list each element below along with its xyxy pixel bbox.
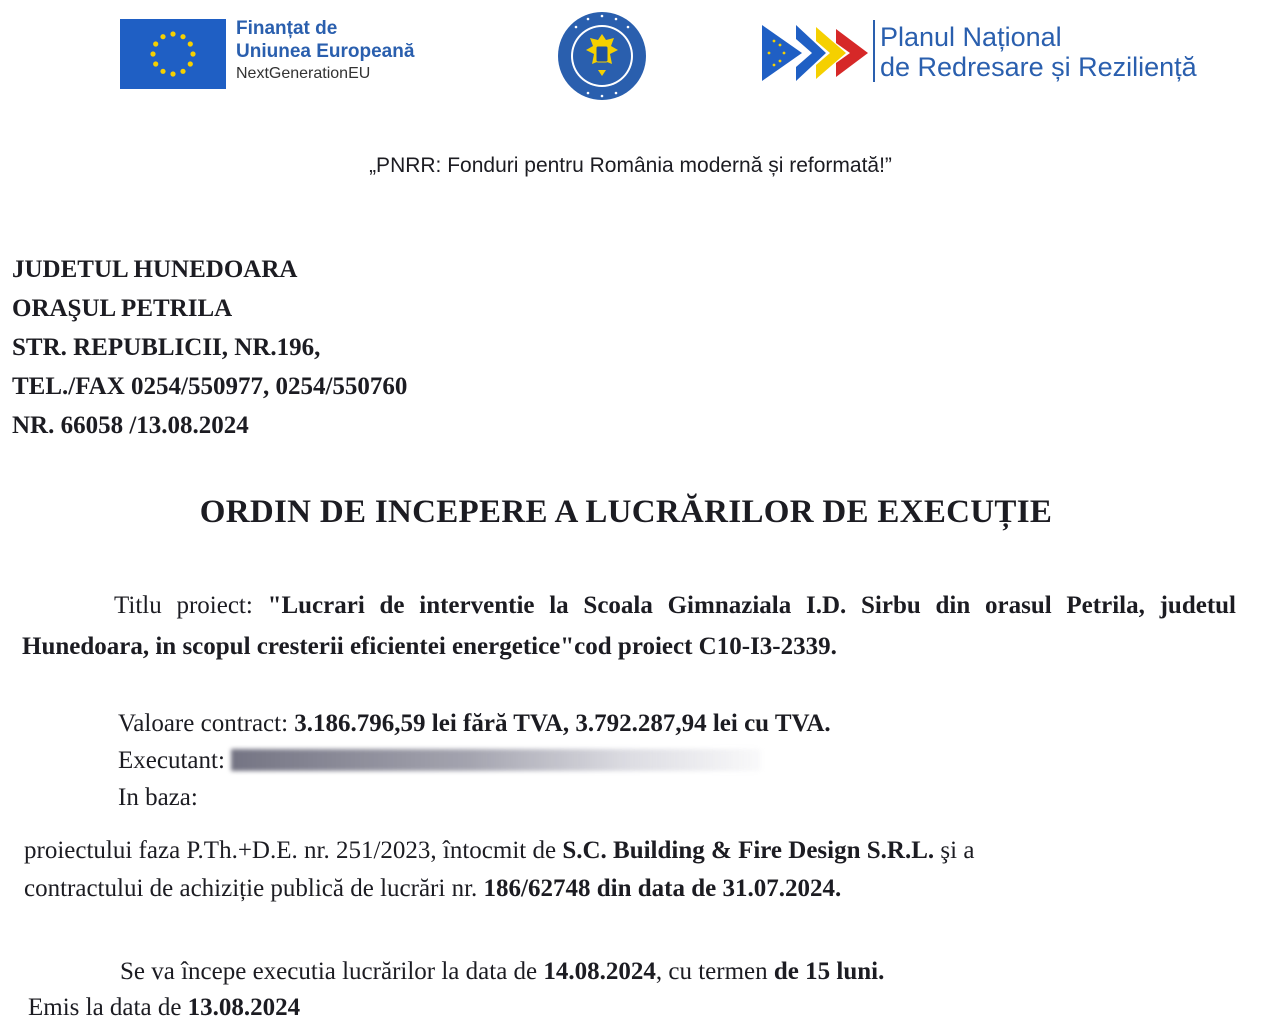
address-county: JUDETUL HUNEDOARA [12, 256, 298, 283]
pnrr-arrows-icon [760, 23, 872, 83]
start-date: 14.08.2024 [543, 958, 656, 985]
pnrr-divider [873, 20, 875, 82]
pnrr-logo-mark [760, 23, 872, 83]
contract-value-label: Valoare contract: [118, 710, 295, 737]
contract-value-line [118, 705, 831, 742]
start-term: de 15 luni. [773, 958, 885, 985]
eu-stars-icon [120, 19, 226, 89]
executant-redacted-value [231, 749, 761, 771]
executant-line [118, 742, 831, 779]
eu-line-financed: Finanțat de [236, 18, 338, 39]
slogan: „PNRR: Fonduri pentru România modernă și reformată!” [369, 154, 892, 177]
issued-date-line [28, 989, 300, 1027]
project-label: Titlu proiect: [114, 592, 268, 619]
contract-value-with-vat: 3.792.287,94 [575, 710, 707, 737]
basis-line-project [24, 832, 1239, 870]
start-text: Se va începe executia lucrărilor la data de [120, 958, 544, 985]
issuer-address-block [12, 250, 407, 445]
basis-line-contract [24, 870, 1239, 908]
basis-contract-text: contractului de achiziție publică de lucrări nr. [24, 875, 484, 902]
pnrr-line-recovery: de Redresare și Reziliență [880, 52, 1197, 82]
eu-flag-logo [120, 19, 226, 89]
issued-date: 13.08.2024 [187, 994, 301, 1021]
eu-line-nextgen: NextGenerationEU [236, 65, 371, 82]
pnrr-label [880, 22, 1197, 82]
issued-label: Emis la data de [28, 994, 188, 1021]
contract-value-mid: lei fără TVA, [425, 710, 576, 737]
start-date-line [120, 953, 884, 991]
basis-label: In baza: [118, 784, 198, 811]
government-seal-logo [556, 10, 648, 102]
contract-value-end: lei cu TVA. [706, 710, 831, 737]
document-title: ORDIN DE INCEPERE A LUCRĂRILOR DE EXECUȚIE [199, 494, 1053, 530]
basis-conjunction: şi a [934, 837, 975, 864]
contract-block [118, 705, 831, 816]
document-number: NR. 66058 /13.08.2024 [12, 412, 249, 439]
start-mid: , cu termen [655, 958, 774, 985]
contract-value-no-vat: 3.186.796,59 [294, 710, 426, 737]
basis-contract-ref: 186/62748 din data de 31.07.2024. [483, 875, 842, 902]
project-code: cod proiect C10-I3-2339. [574, 633, 837, 660]
address-street: STR. REPUBLICII, NR.196, [12, 334, 321, 361]
eu-line-union: Uniunea Europeană [236, 41, 415, 62]
romanian-government-seal-icon [556, 10, 648, 102]
project-paragraph [22, 585, 1236, 667]
basis-designer: S.C. Building & Fire Design S.R.L. [562, 837, 935, 864]
basis-project-text: proiectului faza P.Th.+D.E. nr. 251/2023, întocmit de [24, 837, 563, 864]
pnrr-line-plan: Planul Național [880, 22, 1062, 52]
project-name: "Lucrari de interventie la Scoala Gimnaziala I.D. Sirbu din orasul Petrila, judetul Hunedoara, in scopul cresterii eficientei energetice" [22, 592, 1236, 660]
address-town: ORAŞUL PETRILA [12, 295, 233, 322]
basis-paragraph [24, 832, 1239, 908]
executant-label: Executant: [118, 747, 232, 774]
eu-funding-label [236, 17, 414, 85]
address-phone: TEL./FAX 0254/550977, 0254/550760 [12, 373, 408, 400]
